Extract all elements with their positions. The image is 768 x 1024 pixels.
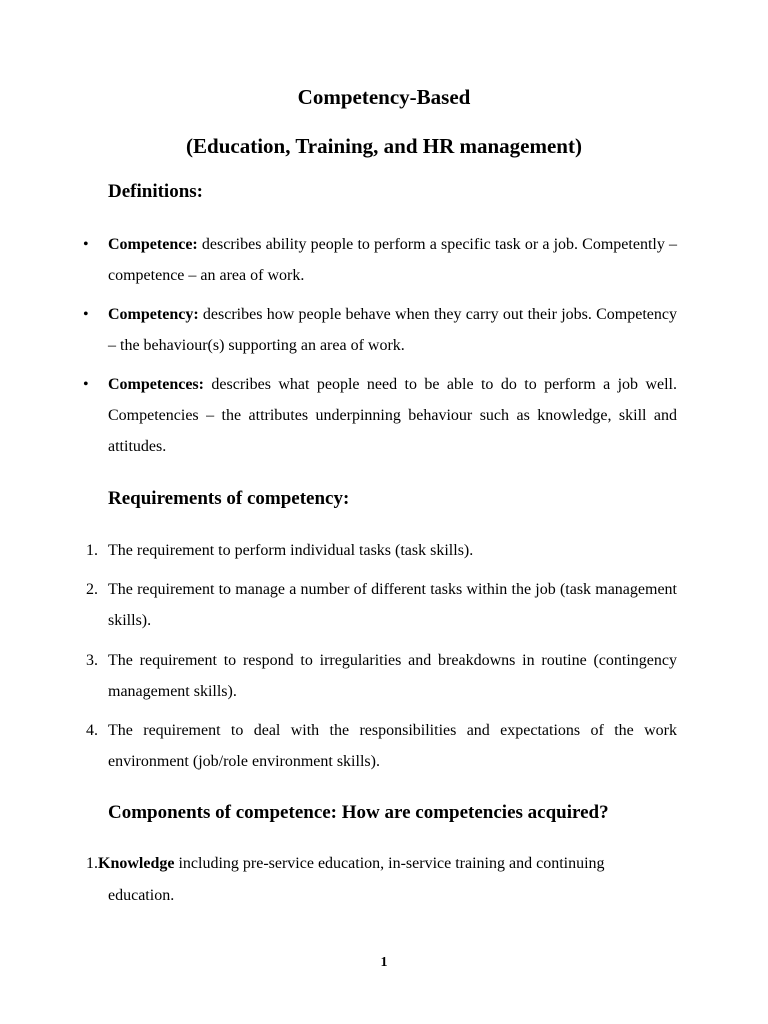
bullet-icon: • [83, 236, 89, 253]
requirements-heading: Requirements of competency: [108, 488, 350, 509]
definition-item-competences [108, 369, 677, 462]
components-heading: Components of competence: How are competencies acquired? [108, 802, 609, 823]
list-number: 1. [86, 855, 98, 872]
definition-text: describes ability people to perform a specific task or a job. Competently – competence – an area of work. [108, 236, 677, 284]
requirement-item: The requirement to respond to irregularities and breakdowns in routine (contingency management skills). [108, 652, 677, 700]
component-item-knowledge [86, 848, 677, 879]
list-number: 1. [86, 542, 98, 559]
definition-item-competence [108, 229, 677, 291]
list-number: 3. [86, 652, 98, 669]
bullet-icon: • [83, 306, 89, 323]
requirement-item: The requirement to deal with the responsibilities and expectations of the work environment (job/role environment skills). [108, 722, 677, 770]
component-text-continuation: education. [108, 887, 175, 904]
bullet-icon: • [83, 376, 89, 393]
document-title: Competency-Based [297, 85, 471, 109]
definition-term: Competences: [108, 376, 204, 393]
requirement-item: The requirement to perform individual tasks (task skills). [108, 542, 474, 559]
definition-item-competency [108, 299, 677, 361]
definition-term: Competency: [108, 306, 199, 323]
requirement-item: The requirement to manage a number of different tasks within the job (task management skills). [108, 581, 677, 629]
definitions-heading: Definitions: [108, 181, 203, 202]
component-term: Knowledge [98, 855, 175, 872]
definition-term: Competence: [108, 236, 198, 253]
definition-text: describes how people behave when they carry out their jobs. Competency – the behaviour(s) supporting an area of work. [108, 306, 677, 354]
page-number: 1 [380, 955, 388, 970]
component-text: including pre-service education, in-service training and continuing [174, 855, 605, 872]
list-number: 2. [86, 581, 98, 598]
list-number: 4. [86, 722, 98, 739]
definition-text: describes what people need to be able to do to perform a job well. Competencies – the attributes underpinning behaviour such as knowledge, skill and attitudes. [108, 376, 677, 455]
document-subtitle: (Education, Training, and HR management) [186, 134, 582, 158]
